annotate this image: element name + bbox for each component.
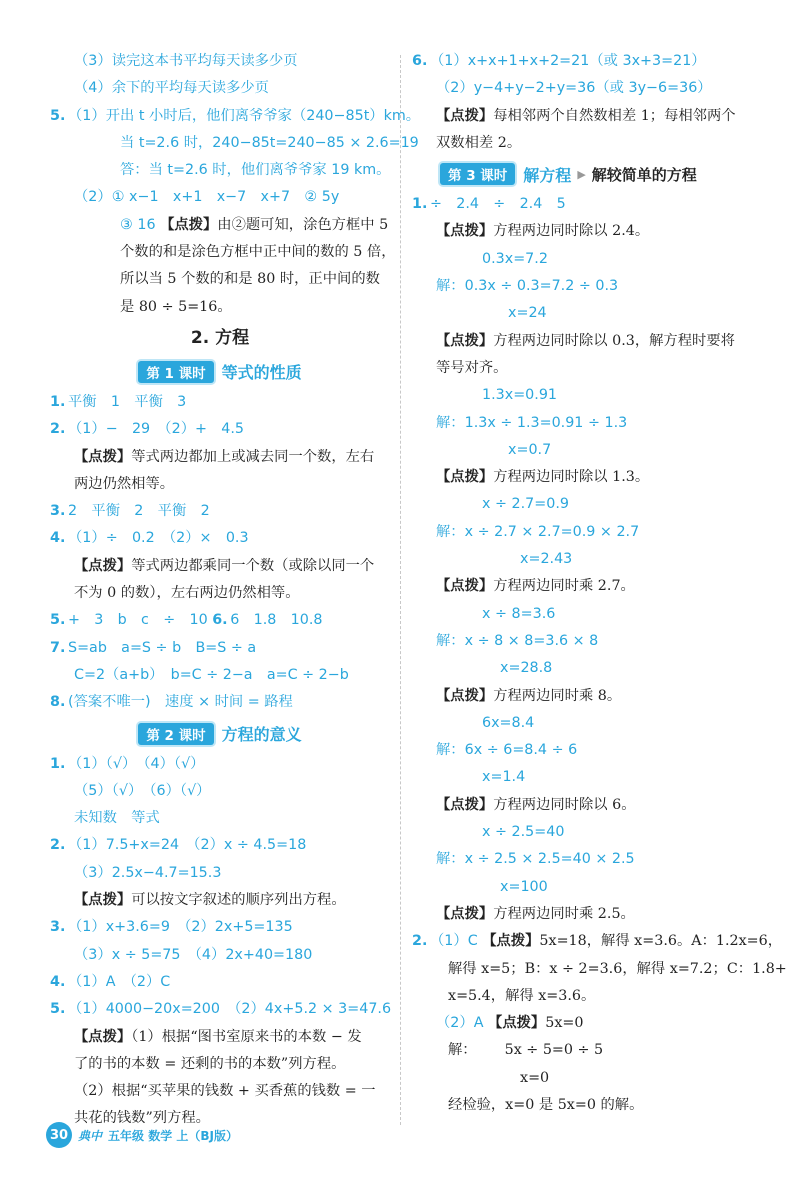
hint-text: 方程两边同时除以 0.3，解方程时要将: [493, 332, 735, 349]
solution-step: 解：0.3x ÷ 0.3=7.2 ÷ 0.3: [436, 278, 619, 295]
hint-text: 可以按文字叙述的顺序列出方程。: [131, 892, 346, 909]
question-number: 1.: [412, 196, 428, 213]
question-number: 2.: [50, 421, 66, 438]
solution-step: 解：1.3x ÷ 1.3=0.91 ÷ 1.3: [436, 414, 628, 431]
hint-text: 不为 0 的数），左右两边仍然相等。: [74, 585, 300, 602]
hint-label: 【点拨】: [436, 905, 494, 922]
answer-line: （3）2.5x−4.7=15.3: [74, 864, 222, 881]
question-number: 3.: [50, 503, 66, 520]
equation: x ÷ 2.5=40: [482, 824, 565, 841]
lesson-subtitle: 解较简单的方程: [591, 165, 697, 184]
answer-line: ③ 16: [120, 216, 156, 233]
solution-result: x=2.43: [520, 551, 573, 568]
hint-label: 【点拨】: [74, 557, 132, 574]
answer-line: 未知数 等式: [74, 810, 160, 827]
hint-text: 方程两边同时除以 2.4。: [493, 223, 650, 240]
hint-label: 【点拨】: [436, 469, 494, 486]
answer-line: （1）（√） （4）（√）: [68, 755, 205, 772]
answer-line: (答案不唯一) 速度 × 时间 = 路程: [68, 694, 293, 711]
answer-line: （1）4000−20x=200 （2）4x+5.2 × 3=47.6: [68, 1001, 392, 1018]
solution-result: x=0.7: [508, 441, 552, 458]
hint-label: 【点拨】: [488, 1015, 546, 1032]
column-divider: [400, 55, 401, 1125]
hint-label: 【点拨】: [436, 796, 494, 813]
hint-text: x=5.4，解得 x=3.6。: [448, 987, 596, 1004]
hint-text: 等式两边都加上或减去同一个数，左右: [131, 448, 375, 465]
hint-text: 等号对齐。: [436, 359, 508, 376]
answer-line: （1）x+x+1+x+2=21（或 3x+3=21）: [430, 53, 706, 69]
hint-text: 由②题可知，涂色方框中 5: [217, 216, 389, 233]
answer-line: 平衡 1 平衡 3: [68, 393, 187, 410]
brand-logo: 典中: [78, 1128, 103, 1143]
hint-text: 方程两边同时除以 1.3。: [493, 469, 650, 486]
equation: 1.3x=0.91: [482, 387, 558, 404]
question-number: 4.: [50, 973, 66, 990]
hint-label: 【点拨】: [436, 223, 494, 240]
answer-line: （3）读完这本书平均每天读多少页: [74, 53, 298, 69]
answer-line: （3）x ÷ 5=75 （4）2x+40=180: [74, 946, 313, 963]
lesson-badge: 第 1 课时: [138, 361, 213, 383]
answer-line: （5）（√） （6）（√）: [74, 782, 211, 799]
book-title: 五年级 数学 上（BJ版）: [108, 1128, 238, 1143]
answer-line: + 3 b c ÷ 10: [68, 612, 208, 629]
lesson-header: [412, 159, 757, 189]
question-number: 7.: [50, 639, 66, 656]
page-footer: [46, 1122, 238, 1148]
answer-line: S=ab a=S ÷ b B=S ÷ a: [68, 639, 257, 656]
hint-text: （2）根据“买苹果的钱数 + 买香蕉的钱数 = 一: [74, 1083, 376, 1100]
solution-result: x=28.8: [500, 660, 553, 677]
equation: 6x=8.4: [482, 714, 535, 731]
hint-text: 方程两边同时乘 2.5。: [493, 905, 635, 922]
question-number: 5.: [50, 612, 66, 629]
hint-text: 每相邻两个自然数相差 1；每相邻两个: [493, 107, 736, 124]
answer-line: （1）7.5+x=24 （2）x ÷ 4.5=18: [68, 837, 307, 854]
triangle-arrow-icon: ▶: [577, 167, 586, 181]
solution-step: 解：6x ÷ 6=8.4 ÷ 6: [436, 742, 578, 759]
solution-result: x=1.4: [482, 769, 526, 786]
answer-line: （1）开出 t 小时后，他们离爷爷家（240−85t）km。: [68, 107, 421, 124]
answer-line: （1）C: [430, 933, 478, 950]
hint-text: 双数相差 2。: [436, 134, 522, 151]
question-number: 8.: [50, 694, 66, 711]
hint-label: 【点拨】: [74, 448, 132, 465]
question-number: 6.: [212, 612, 228, 629]
question-number: 1.: [50, 393, 66, 410]
hint-label: 【点拨】: [482, 933, 540, 950]
hint-label: 【点拨】: [436, 687, 494, 704]
answer-line: 6 1.8 10.8: [230, 612, 323, 629]
answer-line: C=2（a+b） b=C ÷ 2−a a=C ÷ 2−b: [74, 666, 349, 683]
answer-line: （2）y−4+y−2+y=36（或 3y−6=36）: [436, 80, 712, 97]
hint-text: 个数的和是涂色方框中正中间的数的 5 倍，: [120, 244, 396, 261]
answer-line: （2）A: [436, 1015, 484, 1032]
solution-step: 解：x ÷ 8 × 8=3.6 × 8: [436, 632, 599, 649]
question-number: 6.: [412, 53, 428, 69]
hint-text: 解得 x=5；B：x ÷ 2=3.6，解得 x=7.2；C：1.8+: [448, 960, 787, 977]
hint-text: 5x=18，解得 x=3.6。A：1.2x=6，: [539, 933, 783, 950]
hint-text: 解：: [448, 1042, 477, 1059]
hint-label: 【点拨】: [160, 216, 218, 233]
hint-text: 等式两边都乘同一个数（或除以同一个: [131, 557, 375, 574]
hint-label: 【点拨】: [436, 107, 494, 124]
hint-text: （1）根据“图书室原来书的本数 − 发: [131, 1028, 362, 1045]
lesson-title: 等式的性质: [221, 363, 302, 383]
hint-label: 【点拨】: [436, 332, 494, 349]
equation: x ÷ 2.7=0.9: [482, 496, 569, 513]
question-number: 2.: [412, 933, 428, 950]
lesson-title: 方程的意义: [221, 725, 302, 745]
solution-result: x=24: [508, 305, 547, 322]
lesson-badge: 第 3 课时: [440, 163, 515, 185]
answer-line: （2）① x−1 x+1 x−7 x+7 ② 5y: [74, 189, 340, 206]
solution-step: 解：x ÷ 2.7 × 2.7=0.9 × 2.7: [436, 523, 640, 540]
hint-text: 5x=0: [545, 1015, 584, 1032]
answer-line: ÷ 2.4 ÷ 2.4 5: [430, 196, 566, 213]
lesson-title: 解方程: [523, 165, 572, 185]
hint-text: 方程两边同时乘 2.7。: [493, 578, 635, 595]
hint-text: 两边仍然相等。: [74, 475, 175, 492]
question-number: 4.: [50, 530, 66, 547]
question-number: 5.: [50, 1001, 66, 1018]
hint-text: 方程两边同时除以 6。: [493, 796, 636, 813]
equation: 0.3x=7.2: [482, 250, 548, 267]
lesson-header: [50, 357, 390, 387]
left-column: [50, 48, 421, 1133]
hint-text: 共花的钱数”列方程。: [74, 1110, 210, 1127]
answer-line: 2 平衡 2 平衡 2: [68, 503, 210, 520]
hint-label: 【点拨】: [74, 1028, 132, 1045]
answer-line: （1）A （2）C: [68, 973, 171, 990]
question-number: 1.: [50, 755, 66, 772]
hint-label: 【点拨】: [436, 578, 494, 595]
answer-line: （4）余下的平均每天读多少页: [74, 80, 269, 97]
hint-text: 了的书的本数 = 还剩的书的本数”列方程。: [74, 1055, 346, 1072]
answer-line: 当 t=2.6 时，240−85t=240−85 × 2.6=19: [120, 134, 419, 151]
page-number: 30: [46, 1122, 72, 1148]
solution-result: x=100: [500, 878, 548, 895]
solution-step: 解：x ÷ 2.5 × 2.5=40 × 2.5: [436, 851, 635, 868]
hint-text: 5x ÷ 5=0 ÷ 5: [504, 1042, 604, 1059]
hint-text: 方程两边同时乘 8。: [493, 687, 622, 704]
hint-text: 经检验，x=0 是 5x=0 的解。: [448, 1096, 644, 1113]
hint-label: 【点拨】: [74, 892, 132, 909]
hint-text: 所以当 5 个数的和是 80 时，正中间的数: [120, 271, 380, 288]
answer-line: （1）÷ 0.2 （2）× 0.3: [68, 530, 249, 547]
question-number: 2.: [50, 837, 66, 854]
question-number: 5.: [50, 107, 66, 124]
lesson-badge: 第 2 课时: [138, 723, 213, 745]
lesson-header: [50, 719, 390, 749]
question-number: 3.: [50, 919, 66, 936]
right-column: [412, 48, 787, 1119]
answer-line: （1）x+3.6=9 （2）2x+5=135: [68, 919, 293, 936]
answer-line: 答：当 t=2.6 时，他们离爷爷家 19 km。: [120, 162, 391, 179]
equation: x ÷ 8=3.6: [482, 605, 556, 622]
hint-text: x=0: [520, 1069, 550, 1086]
hint-text: 是 80 ÷ 5=16。: [120, 298, 232, 315]
section-title: 2. 方程: [190, 327, 250, 348]
answer-line: （1）− 29 （2）+ 4.5: [68, 421, 245, 438]
